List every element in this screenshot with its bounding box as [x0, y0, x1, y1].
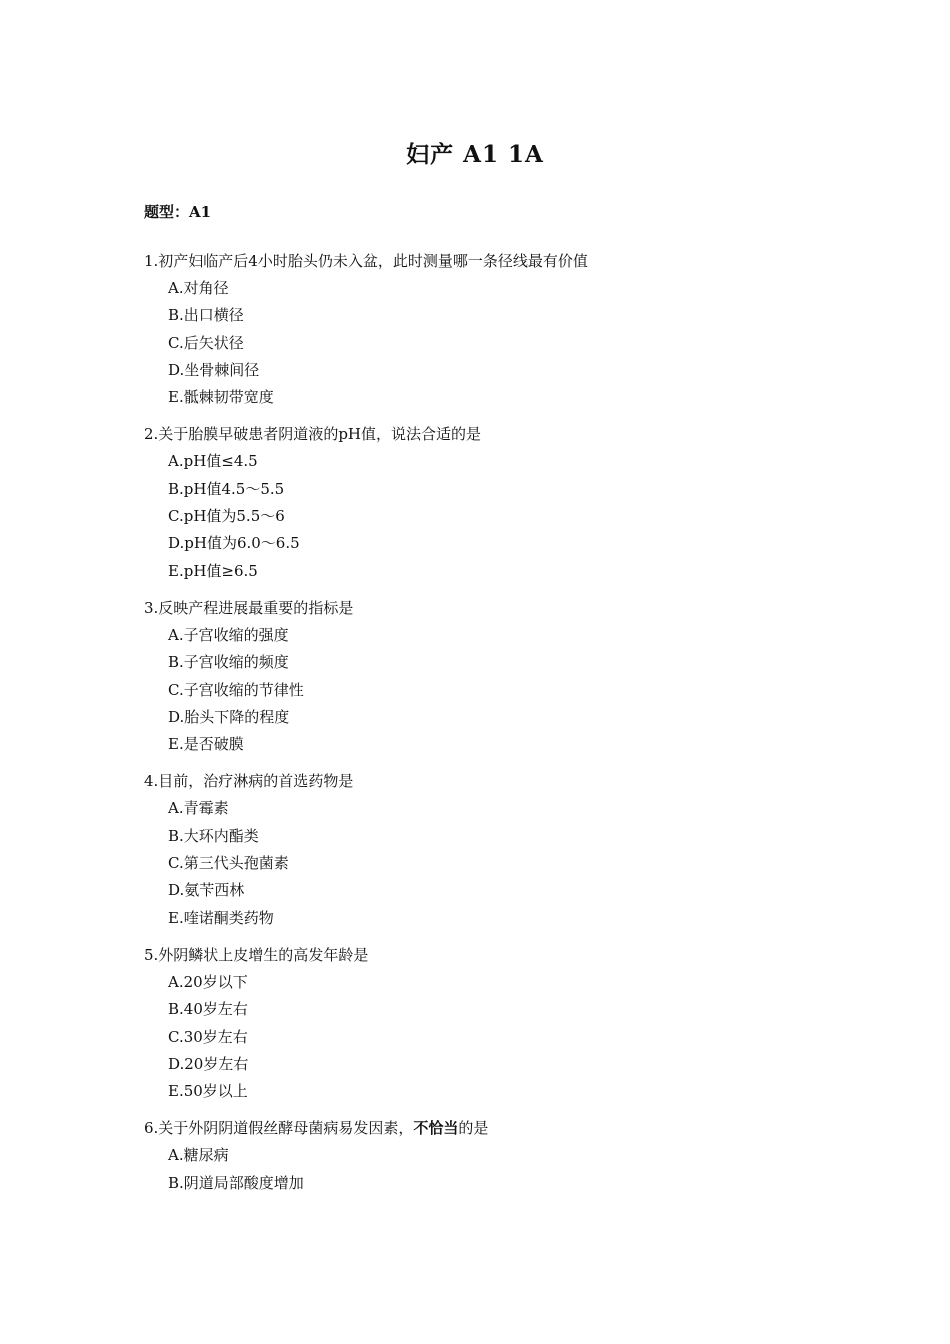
question-stem-start: 6.关于外阴阴道假丝酵母菌病易发因素， — [144, 1119, 414, 1138]
option-b: B.pH值4.5～5.5 — [168, 479, 285, 498]
option-b: B.大环内酯类 — [168, 826, 259, 845]
option-a: A.子宫收缩的强度 — [168, 625, 289, 644]
question-type-label: 题型：A1 — [144, 203, 212, 221]
question-5 — [144, 942, 844, 1105]
option-e: E.喹诺酮类药物 — [168, 908, 274, 927]
option-a: A.对角径 — [168, 279, 229, 297]
option-e: E.50岁以上 — [168, 1082, 248, 1101]
option-list — [144, 275, 844, 411]
option-d: D.胎头下降的程度 — [168, 707, 290, 726]
option-c: C.子宫收缩的节律性 — [168, 680, 304, 699]
option-list — [144, 969, 844, 1105]
option-b: B.出口横径 — [168, 306, 244, 325]
option-e: E.pH值≥6.5 — [168, 561, 258, 580]
question-stem-emphasis: 不恰当 — [413, 1119, 459, 1138]
option-list — [144, 622, 844, 758]
question-1 — [144, 248, 844, 411]
question-3 — [144, 595, 844, 758]
question-stem: 4.目前，治疗淋病的首选药物是 — [144, 772, 354, 791]
question-stem — [144, 1115, 844, 1142]
option-c: C.pH值为5.5～6 — [168, 507, 285, 526]
question-6 — [144, 1115, 844, 1197]
option-e: E.是否破膜 — [168, 735, 244, 754]
option-b: B.阴道局部酸度增加 — [168, 1173, 304, 1192]
option-d: D.氨苄西林 — [168, 881, 245, 900]
option-d: D.20岁左右 — [168, 1054, 249, 1073]
option-e: E.骶棘韧带宽度 — [168, 388, 274, 407]
question-stem-end: 的是 — [458, 1119, 489, 1138]
option-b: B.子宫收缩的频度 — [168, 653, 289, 672]
option-c: C.30岁左右 — [168, 1027, 248, 1046]
question-stem: 2.关于胎膜早破患者阴道液的pH值，说法合适的是 — [144, 425, 481, 444]
question-stem: 5.外阴鳞状上皮增生的高发年龄是 — [144, 945, 369, 964]
question-stem: 1.初产妇临产后4小时胎头仍未入盆，此时测量哪一条径线最有价值 — [144, 252, 588, 270]
question-2 — [144, 421, 844, 584]
option-c: C.第三代头孢菌素 — [168, 854, 289, 873]
question-4 — [144, 768, 844, 931]
option-list — [144, 448, 844, 584]
option-a: A.青霉素 — [168, 799, 229, 818]
document-title: 妇产 A1 1A — [406, 141, 544, 168]
option-a: A.糖尿病 — [168, 1146, 229, 1165]
option-list — [144, 1142, 844, 1197]
question-stem: 3.反映产程进展最重要的指标是 — [144, 598, 354, 617]
option-a: A.pH值≤4.5 — [168, 452, 258, 471]
option-list — [144, 795, 844, 931]
option-d: D.pH值为6.0～6.5 — [168, 534, 300, 553]
option-b: B.40岁左右 — [168, 1000, 248, 1019]
question-list — [144, 248, 844, 1207]
option-a: A.20岁以下 — [168, 972, 248, 991]
option-d: D.坐骨棘间径 — [168, 360, 260, 379]
option-c: C.后矢状径 — [168, 333, 244, 352]
